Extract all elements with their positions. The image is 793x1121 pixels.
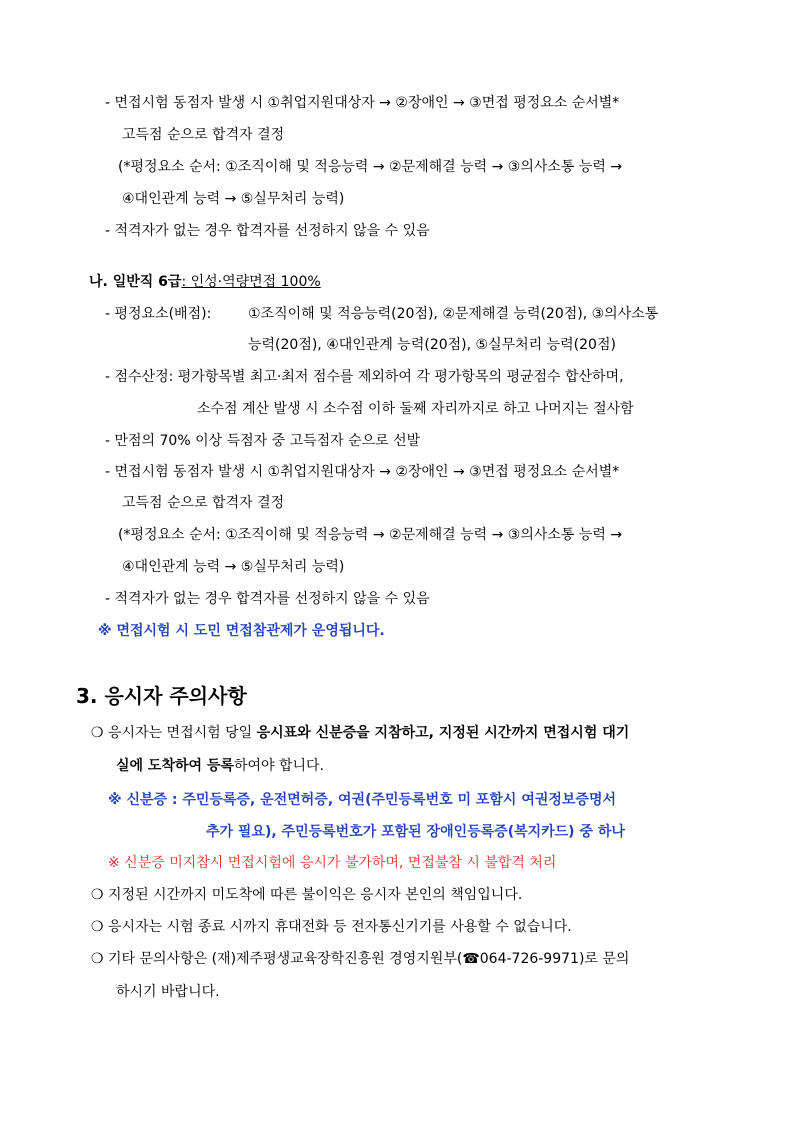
section3-heading: 3. 응시자 주의사항 bbox=[76, 684, 247, 708]
notice-item-2 bbox=[91, 886, 522, 904]
eval-line-1: ①조직이해 및 적응능력(20점), ②문제해결 능력(20점), ③의사소통 bbox=[248, 306, 659, 322]
section-general6-title-bold: 나. 일반직 6급 bbox=[89, 274, 182, 290]
notice-item-2-text: 지정된 시간까지 미도착에 따른 불이익은 응시자 본인의 책임입니다. bbox=[108, 887, 523, 903]
id-types-line-1: ※ 신분증 : 주민등록증, 운전면허증, 여권(주민등록번호 미 포함시 여권정보증명서 bbox=[108, 792, 617, 808]
section-general6-title bbox=[89, 273, 321, 291]
notice-item-1-line-2 bbox=[116, 757, 324, 775]
eval-label: - 평정요소(배점): bbox=[105, 306, 212, 322]
no-qualified-note: - 적격자가 없는 경우 합격자를 선정하지 않을 수 있음 bbox=[105, 223, 430, 239]
circle-bullet-icon: ❍ bbox=[91, 919, 104, 935]
notice-item-4-line-1 bbox=[91, 950, 629, 968]
tie-rule-line-2: 고득점 순으로 합격자 결정 bbox=[122, 127, 285, 143]
tie-criteria-line-2: ④대인관계 능력 → ⑤실무처리 능력) bbox=[122, 191, 345, 207]
notice-item-1-line-1 bbox=[91, 724, 629, 742]
tie-criteria-line-1: (*평정요소 순서: ①조직이해 및 적응능력 → ②문제해결 능력 → ③의사소통 능력 → bbox=[118, 159, 623, 175]
notice-item-1-a: 응시자는 면접시험 당일 bbox=[108, 725, 257, 741]
no-qualified-note-2: - 적격자가 없는 경우 합격자를 선정하지 않을 수 있음 bbox=[105, 591, 430, 607]
notice-item-1-b: 응시표와 신분증을 지참하고, 지정된 시간까지 면접시험 대기 bbox=[256, 725, 630, 741]
observer-notice: ※ 면접시험 시 도민 면접참관제가 운영됩니다. bbox=[98, 623, 385, 639]
circle-bullet-icon: ❍ bbox=[91, 725, 104, 741]
tie-rule-2-line-1: - 면접시험 동점자 발생 시 ①취업지원대상자 → ②장애인 → ③면접 평정요소 순서별* bbox=[105, 464, 620, 480]
tie-criteria-2-line-1: (*평정요소 순서: ①조직이해 및 적응능력 → ②문제해결 능력 → ③의사소통 능력 → bbox=[118, 527, 623, 543]
circle-bullet-icon: ❍ bbox=[91, 951, 104, 967]
notice-item-1-d: 하여야 합니다. bbox=[233, 758, 324, 774]
tie-criteria-2-line-2: ④대인관계 능력 → ⑤실무처리 능력) bbox=[122, 559, 345, 575]
notice-item-4-text: 기타 문의사항은 (재)제주평생교육장학진흥원 경영지원부(☎064-726-9971)로 문의 bbox=[108, 951, 630, 967]
tie-rule-2-line-2: 고득점 순으로 합격자 결정 bbox=[122, 495, 285, 511]
id-warning: ※ 신분증 미지참시 면접시험에 응시가 불가하며, 면접불참 시 불합격 처리 bbox=[108, 855, 557, 871]
tie-rule-line-1: - 면접시험 동점자 발생 시 ①취업지원대상자 → ②장애인 → ③면접 평정요소 순서별* bbox=[105, 95, 620, 111]
score-line-2: 소수점 계산 발생 시 소수점 이하 둘째 자리까지로 하고 나머지는 절사함 bbox=[197, 401, 634, 417]
notice-item-3 bbox=[91, 918, 572, 936]
selection-rule: - 만점의 70% 이상 득점자 중 고득점자 순으로 선발 bbox=[105, 433, 421, 449]
circle-bullet-icon: ❍ bbox=[91, 887, 104, 903]
section-general6-title-rest: : 인성·역량면접 100% bbox=[181, 274, 321, 290]
eval-line-2: 능력(20점), ④대인관계 능력(20점), ⑤실무처리 능력(20점) bbox=[248, 337, 616, 353]
id-types-line-2: 추가 필요), 주민등록번호가 포함된 장애인등록증(복지카드) 중 하나 bbox=[206, 824, 625, 840]
score-line-1: - 점수산정: 평가항목별 최고·최저 점수를 제외하여 각 평가항목의 평균점수 합산하며, bbox=[105, 369, 624, 385]
notice-item-4-line-2: 하시기 바랍니다. bbox=[116, 984, 220, 1000]
notice-item-1-c: 실에 도착하여 등록 bbox=[116, 758, 234, 774]
notice-item-3-text: 응시자는 시험 종료 시까지 휴대전화 등 전자통신기기를 사용할 수 없습니다. bbox=[108, 919, 572, 935]
